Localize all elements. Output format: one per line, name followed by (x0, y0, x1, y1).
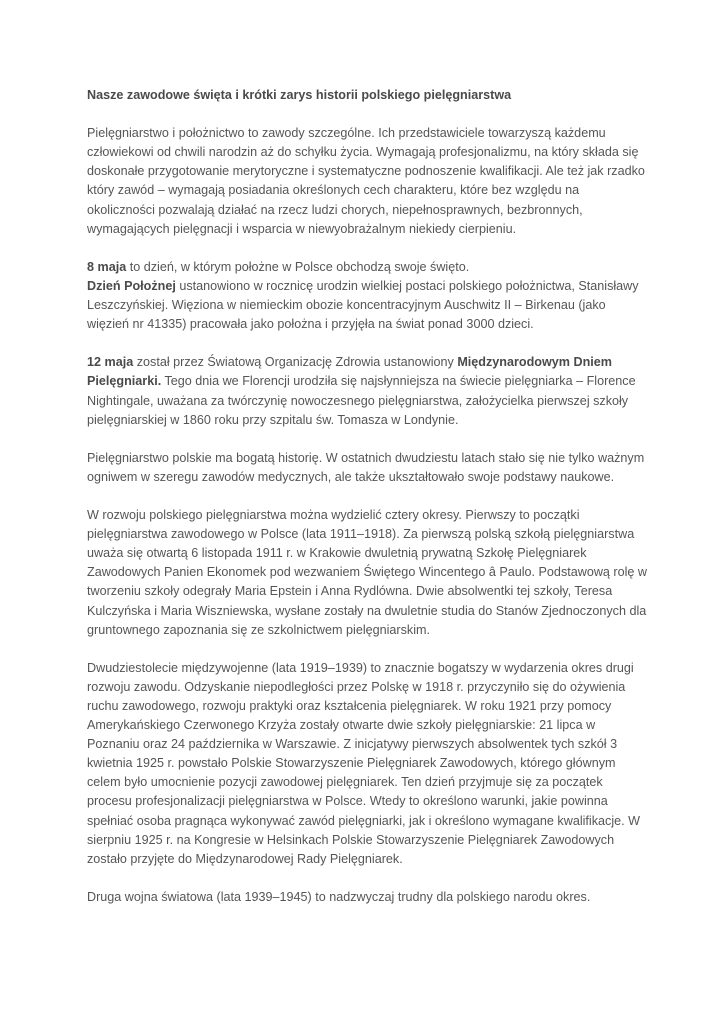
paragraph-nurse-day-text-2: Tego dnia we Florencji urodziła się najsłynniejsza na świecie pielęgniarka – Florence Nightingale, uważana za twórczynię nowoczesnego pielęgniarstwa, założycielka pierwszej szkoły pielęgniarskiej w 1860 roku przy szpitalu św. Tomasza w Londynie. (87, 374, 636, 427)
document-title: Nasze zawodowe święta i krótki zarys historii polskiego pielęgniarstwa (87, 88, 512, 102)
paragraph-midwife-day (87, 258, 649, 334)
paragraph-midwife-day-text-2: ustanowiono w rocznicę urodzin wielkiej postaci polskiego położnictwa, Stanisławy Leszczyńskiej. Więziona w niemieckim obozie koncentracyjnym Auschwitz II – Birkenau (jako więzień nr 41335) pracowała jako położna i przyjęła na świat ponad 3000 dzieci. (87, 278, 639, 332)
paragraph-nurse-day (87, 353, 649, 429)
paragraph-period-three: Druga wojna światowa (lata 1939–1945) to nadzwyczaj trudny dla polskiego narodu okres. (87, 889, 591, 904)
paragraph-period-two: Dwudziestolecie międzywojenne (lata 1919–1939) to znacznie bogatszy w wydarzenia okres drugi rozwoju zawodu. Odzyskanie niepodległości przez Polskę w 1918 r. przyczyniło się do ożywienia ruchu zawodowego, rozwoju praktyki oraz kształcenia pielęgniarek. W roku 1921 przy pomocy Amerykańskiego Czerwonego Krzyża zostały otwarte dwie szkoły pielęgniarskie: 21 lipca w Poznaniu oraz 24 października w Warszawie. Z inicjatywy pierwszych absolwentek tych szkół 3 kwietnia 1925 r. powstało Polskie Stowarzyszenie Pielęgniarek Zawodowych, którego głównym celem było umocnienie pozycji zawodowej pielęgniarek. Ten dzień przyjmuje się za początek procesu profesjonalizacji pielęgniarstwa w Polsce. Wtedy to określono warunki, jakie powinna spełniać osoba pragnąca wykonywać zawód pielęgniarki, jak i określono wymagane kwalifikacje. W sierpniu 1925 r. na Kongresie w Helsinkach Polskie Stowarzyszenie Pielęgniarek Zawodowych zostało przyjęte do Międzynarodowej Rady Pielęgniarek. (87, 660, 640, 866)
date-may-8: 8 maja (87, 259, 127, 274)
term-midwife-day: Dzień Położnej (87, 278, 176, 293)
document-page (87, 86, 649, 926)
paragraph-history: Pielęgniarstwo polskie ma bogatą historię. W ostatnich dwudziestu latach stało się nie tylko ważnym ogniwem w szeregu zawodów medycznych, ale także ukształtowało swoje podstawy naukowe. (87, 450, 645, 484)
date-may-12: 12 maja (87, 355, 134, 370)
paragraph-nurse-day-text-1: został przez Światową Organizację Zdrowia ustanowiony (133, 355, 458, 370)
term-nurse-day: Międzynarodowym Dniem Pielęgniarki. (87, 355, 612, 389)
paragraph-period-one: W rozwoju polskiego pielęgniarstwa można wydzielić cztery okresy. Pierwszy to początki pielęgniarstwa zawodowego w Polsce (lata 1911–1918). Za pierwszą polską szkołą pielęgniarstwa uważa się otwartą 6 listopada 1911 r. w Krakowie dwuletnią prywatną Szkołę Pielęgniarek Zawodowych Panien Ekonomek pod wezwaniem Świętego Wincentego â Paulo. Podstawową rolę w tworzeniu szkoły odegrały Maria Epstein i Anna Rydlówna. Dwie absolwentki tej szkoły, Teresa Kulczyńska i Maria Wiszniewska, wysłane zostały na dwuletnie studia do Stanów Zjednoczonych dla gruntownego zapoznania się ze szkolnictwem pielęgniarskim. (87, 508, 648, 637)
paragraph-intro: Pielęgniarstwo i położnictwo to zawody szczególne. Ich przedstawiciele towarzyszą każdemu człowiekowi od chwili narodzin aż do schyłku życia. Wymagają profesjonalizmu, na który składa się doskonałe przygotowanie merytoryczne i systematyczne podnoszenie kwalifikacji. Ale też jak rzadko który zawód – wymagają posiadania określonych cech charakteru, które bez względu na okoliczności pozwalają działać na rzecz ludzi chorych, niepełnosprawnych, bezbronnych, wymagających pielęgnacji i wsparcia w niewyobrażalnym niekiedy cierpieniu. (87, 126, 645, 236)
paragraph-midwife-day-text-1: to dzień, w którym położne w Polsce obchodzą swoje święto. (126, 259, 470, 274)
